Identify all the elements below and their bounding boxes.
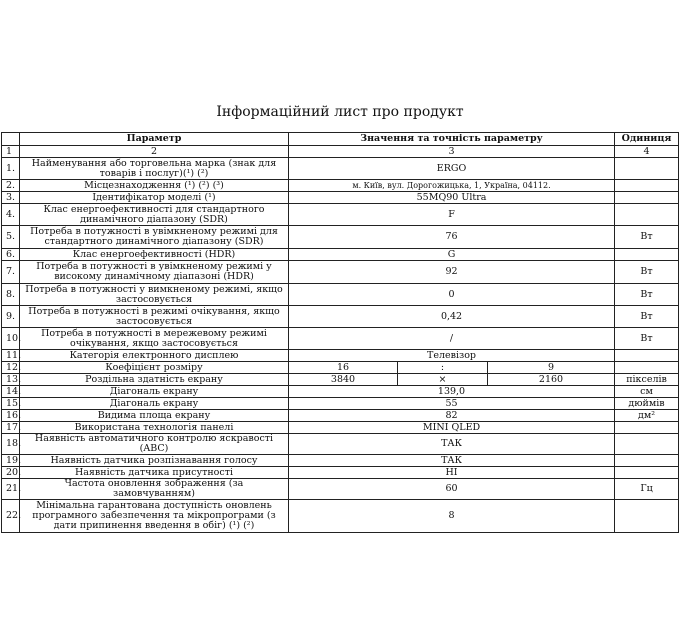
table-row [2, 422, 679, 434]
unit-cell [615, 422, 679, 434]
row-number: 2. [2, 180, 20, 192]
table-row [2, 410, 679, 422]
row-number: 5. [2, 226, 20, 249]
value-b-cell: 2160 [488, 374, 615, 386]
row-number: 14. [2, 386, 20, 398]
param-cell: Ідентифікатор моделі (¹) [20, 192, 289, 204]
row-number: 19. [2, 455, 20, 467]
table-row [2, 500, 679, 533]
row-number: 18. [2, 434, 20, 455]
value-cell: ТАК [289, 434, 615, 455]
table-row [2, 158, 679, 180]
value-cell: 55MQ90 Ultra [289, 192, 615, 204]
row-number: 10. [2, 328, 20, 350]
value-cell: м. Київ, вул. Дорогожицька, 1, Україна, 04112. [289, 180, 615, 192]
table-row [2, 434, 679, 455]
table-row [2, 479, 679, 500]
param-cell: Потреба в потужності в увімкненому режимі для стандартного динамічного діапазону (SDR) [20, 226, 289, 249]
param-cell: Категорія електронного дисплею [20, 350, 289, 362]
param-cell: Коефіцієнт розміру [20, 362, 289, 374]
product-info-table [1, 132, 679, 533]
value-cell: / [289, 328, 615, 350]
row-number: 4. [2, 204, 20, 226]
table-row [2, 306, 679, 328]
table-row [2, 261, 679, 284]
row-number: 20. [2, 467, 20, 479]
param-cell: Використана технологія панелі [20, 422, 289, 434]
table-row [2, 350, 679, 362]
table-row [2, 455, 679, 467]
value-cell: 92 [289, 261, 615, 284]
unit-cell [615, 180, 679, 192]
value-cell: 139,0 [289, 386, 615, 398]
table-row [2, 467, 679, 479]
table-row [2, 374, 679, 386]
unit-cell [615, 434, 679, 455]
table-row [2, 362, 679, 374]
value-cell: G [289, 249, 615, 261]
value-separator-cell: : [398, 362, 488, 374]
unit-cell [615, 362, 679, 374]
param-cell: Частота оновлення зображення (за замовчуванням) [20, 479, 289, 500]
value-a-cell: 3840 [289, 374, 398, 386]
value-separator-cell: × [398, 374, 488, 386]
param-cell: Діагональ екрану [20, 398, 289, 410]
header-unit: Одиниця [615, 133, 679, 146]
table-row [2, 204, 679, 226]
unit-cell [615, 192, 679, 204]
unit-cell [615, 350, 679, 362]
param-cell: Місцезнаходження (¹) (²) (³) [20, 180, 289, 192]
unit-cell [615, 158, 679, 180]
col-number-2: 2 [20, 146, 289, 158]
value-a-cell: 16 [289, 362, 398, 374]
param-cell: Видима площа екрану [20, 410, 289, 422]
unit-cell [615, 204, 679, 226]
row-number: 13. [2, 374, 20, 386]
unit-cell: см [615, 386, 679, 398]
row-number: 16. [2, 410, 20, 422]
row-number: 15. [2, 398, 20, 410]
param-cell: Потреба в потужності в режимі очікування, якщо застосовується [20, 306, 289, 328]
param-cell: Найменування або торговельна марка (знак для товарів і послуг)(¹) (²) [20, 158, 289, 180]
header-value: Значення та точність параметру [289, 133, 615, 146]
unit-cell [615, 455, 679, 467]
unit-cell: Гц [615, 479, 679, 500]
row-number: 21. [2, 479, 20, 500]
value-cell: НІ [289, 467, 615, 479]
unit-cell: Вт [615, 328, 679, 350]
table-row [2, 398, 679, 410]
param-cell: Потреба в потужності у вимкненому режимі, якщо застосовується [20, 284, 289, 306]
param-cell: Мінімальна гарантована доступність оновлень програмного забезпечення та мікропрограми (з дати припинення введення в обіг) (¹) (²) [20, 500, 289, 533]
param-cell: Діагональ екрану [20, 386, 289, 398]
unit-cell [615, 467, 679, 479]
page-title: Інформаційний лист про продукт [216, 104, 464, 120]
param-cell: Наявність автоматичного контролю яскравості (ABC) [20, 434, 289, 455]
unit-cell: Вт [615, 261, 679, 284]
header-num-cell [2, 133, 20, 146]
header-param: Параметр [20, 133, 289, 146]
param-cell: Наявність датчика присутності [20, 467, 289, 479]
row-number: 8. [2, 284, 20, 306]
param-cell: Клас енергоефективності для стандартного динамічного діапазону (SDR) [20, 204, 289, 226]
value-cell: 0,42 [289, 306, 615, 328]
table-row [2, 226, 679, 249]
param-cell: Роздільна здатність екрану [20, 374, 289, 386]
unit-cell: Вт [615, 284, 679, 306]
col-number-4: 4 [615, 146, 679, 158]
value-b-cell: 9 [488, 362, 615, 374]
value-cell: 82 [289, 410, 615, 422]
row-number: 22. [2, 500, 20, 533]
value-cell: 0 [289, 284, 615, 306]
value-cell: ТАК [289, 455, 615, 467]
column-number-row [2, 146, 679, 158]
table-header-row [2, 133, 679, 146]
row-number: 12. [2, 362, 20, 374]
value-cell: MINI QLED [289, 422, 615, 434]
unit-cell: Вт [615, 226, 679, 249]
table-row [2, 180, 679, 192]
unit-cell: дюймів [615, 398, 679, 410]
row-number: 17. [2, 422, 20, 434]
row-number: 9. [2, 306, 20, 328]
table-row [2, 386, 679, 398]
table-row [2, 249, 679, 261]
row-number: 3. [2, 192, 20, 204]
row-number: 11. [2, 350, 20, 362]
value-cell: 60 [289, 479, 615, 500]
param-cell: Потреба в потужності в увімкненому режимі у високому динамічному діапазоні (HDR) [20, 261, 289, 284]
value-cell: ERGO [289, 158, 615, 180]
row-number: 6. [2, 249, 20, 261]
value-cell: F [289, 204, 615, 226]
value-cell: 76 [289, 226, 615, 249]
unit-cell: Вт [615, 306, 679, 328]
row-number: 7. [2, 261, 20, 284]
value-cell: 55 [289, 398, 615, 410]
param-cell: Наявність датчика розпізнавання голосу [20, 455, 289, 467]
param-cell: Потреба в потужності в мережевому режимі очікування, якщо застосовується [20, 328, 289, 350]
col-number-1: 1 [2, 146, 20, 158]
unit-cell: пікселів [615, 374, 679, 386]
value-cell: 8 [289, 500, 615, 533]
table-row [2, 192, 679, 204]
col-number-3: 3 [289, 146, 615, 158]
table-row [2, 284, 679, 306]
unit-cell [615, 249, 679, 261]
row-number: 1. [2, 158, 20, 180]
param-cell: Клас енергоефективності (HDR) [20, 249, 289, 261]
value-cell: Телевізор [289, 350, 615, 362]
unit-cell: дм² [615, 410, 679, 422]
unit-cell [615, 500, 679, 533]
table-row [2, 328, 679, 350]
